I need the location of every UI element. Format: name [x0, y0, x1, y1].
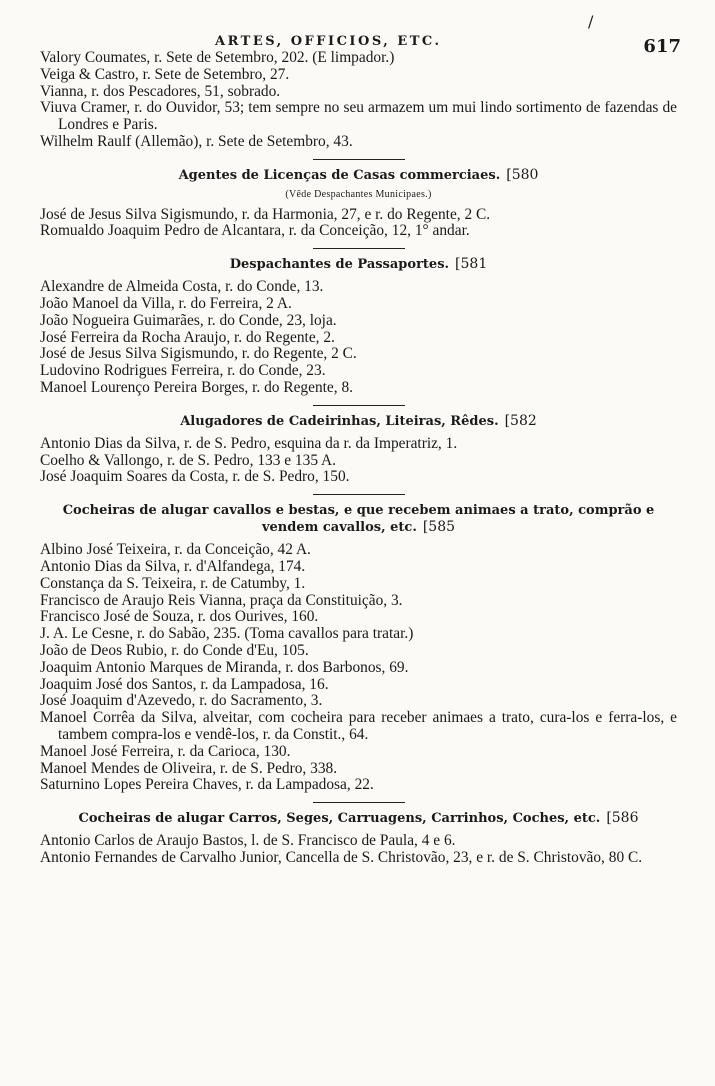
section-divider	[313, 802, 405, 803]
section-ref: [585	[422, 519, 456, 536]
directory-entry: Romualdo Joaquim Pedro de Alcantara, r. da Conceição, 12, 1° andar.	[40, 222, 470, 240]
section-title: Cocheiras de alugar cavallos e bestas, e que recebem animaes a trato, comprão e vendem cavallos, etc.	[62, 503, 655, 536]
section-ref: [586	[606, 810, 639, 827]
directory-entry: J. A. Le Cesne, r. do Sabão, 235. (Toma cavallos para tratar.)	[40, 625, 414, 643]
directory-entry: Coelho & Vallongo, r. de S. Pedro, 133 e 135 A.	[40, 451, 336, 469]
running-head: ARTES, OFFICIOS, ETC.	[215, 34, 442, 49]
directory-entry: Saturnino Lopes Pereira Chaves, r. da Lampadosa, 22.	[40, 776, 374, 794]
directory-entry: Antonio Fernandes de Carvalho Junior, Cancella de S. Christovão, 23, e r. de S. Christovão, 80 C.	[40, 848, 643, 866]
directory-entry: Joaquim José dos Santos, r. da Lampadosa, 16.	[40, 675, 329, 693]
section-title: Alugadores de Cadeirinhas, Liteiras, Rêdes.	[180, 413, 499, 429]
section-divider	[313, 494, 405, 495]
section-note: (Vêde Despachantes Municipaes.)	[285, 188, 432, 200]
directory-entry: Antonio Carlos de Araujo Bastos, l. de S. Francisco de Paula, 4 e 6.	[40, 832, 456, 850]
directory-entry: João de Deos Rubio, r. do Conde d'Eu, 105.	[40, 641, 309, 659]
directory-entry: Viuva Cramer, r. do Ouvidor, 53; tem sempre no seu armazem um mui lindo sortimento de fazendas de Londres e Paris.	[40, 99, 677, 134]
section-divider	[313, 159, 405, 160]
section-heading	[40, 167, 677, 184]
directory-entry: Valory Coumates, r. Sete de Setembro, 202. (E limpador.)	[40, 49, 395, 66]
section-heading	[40, 413, 677, 430]
directory-entry: João Manoel da Villa, r. do Ferreira, 2 A.	[40, 294, 292, 312]
entries-column	[40, 50, 677, 867]
section-title: Despachantes de Passaportes.	[229, 257, 450, 273]
directory-entry: Manoel Lourenço Pereira Borges, r. do Regente, 8.	[40, 378, 353, 396]
directory-entry: Vianna, r. dos Pescadores, 51, sobrado.	[40, 82, 281, 100]
section-heading	[40, 502, 677, 536]
page-header	[40, 12, 681, 57]
directory-entry: José Joaquim Soares da Costa, r. de S. Pedro, 150.	[40, 468, 350, 486]
directory-entry: Albino José Teixeira, r. da Conceição, 42 A.	[40, 541, 311, 559]
section-heading	[40, 810, 677, 827]
directory-entry: Manoel Mendes de Oliveira, r. de S. Pedro, 338.	[40, 759, 338, 777]
page-number: 617	[643, 36, 681, 57]
directory-entry: Manoel José Ferreira, r. da Carioca, 130.	[40, 742, 291, 760]
directory-entry: Wilhelm Raulf (Allemão), r. Sete de Setembro, 43.	[40, 132, 353, 150]
section-ref: [580	[506, 166, 539, 183]
directory-entry: José de Jesus Silva Sigismundo, r. da Harmonia, 27, e r. do Regente, 2 C.	[40, 205, 491, 223]
directory-entry: Joaquim Antonio Marques de Miranda, r. dos Barbonos, 69.	[40, 658, 409, 676]
directory-entry: José Ferreira da Rocha Araujo, r. do Regente, 2.	[40, 328, 335, 346]
directory-entry: Veiga & Castro, r. Sete de Setembro, 27.	[40, 65, 290, 83]
section-title: Cocheiras de alugar Carros, Seges, Carruagens, Carrinhos, Coches, etc.	[78, 811, 601, 827]
directory-entry: Ludovino Rodrigues Ferreira, r. do Conde, 23.	[40, 362, 326, 380]
section-divider	[313, 405, 405, 406]
directory-entry: Antonio Dias da Silva, r. de S. Pedro, esquina da r. da Imperatriz, 1.	[40, 434, 458, 452]
section-title: Agentes de Licenças de Casas commerciaes.	[178, 167, 501, 183]
directory-entry: Francisco José de Souza, r. dos Ourives, 160.	[40, 608, 319, 626]
margin-mark: /	[588, 12, 594, 31]
directory-entry: José Joaquim d'Azevedo, r. do Sacramento, 3.	[40, 692, 323, 710]
section-heading	[40, 256, 677, 273]
directory-entry: Constança da S. Teixeira, r. de Catumby, 1.	[40, 574, 306, 592]
directory-entry: João Nogueira Guimarães, r. do Conde, 23, loja.	[40, 311, 337, 329]
directory-entry: Antonio Dias da Silva, r. d'Alfandega, 174.	[40, 557, 306, 575]
section-ref: [582	[504, 412, 537, 429]
directory-entry: Manoel Corrêa da Silva, alveitar, com cocheira para receber animaes a trato, cura-los e ferra-los, e tambem compra-los e vendê-los, r. da Constit., 64.	[40, 709, 677, 743]
directory-entry: José de Jesus Silva Sigismundo, r. do Regente, 2 C.	[40, 345, 357, 363]
directory-entry: Francisco de Araujo Reis Vianna, praça da Constituição, 3.	[40, 591, 403, 609]
section-ref: [581	[455, 256, 488, 273]
directory-entry: Alexandre de Almeida Costa, r. do Conde, 13.	[40, 278, 324, 296]
section-divider	[313, 248, 405, 249]
